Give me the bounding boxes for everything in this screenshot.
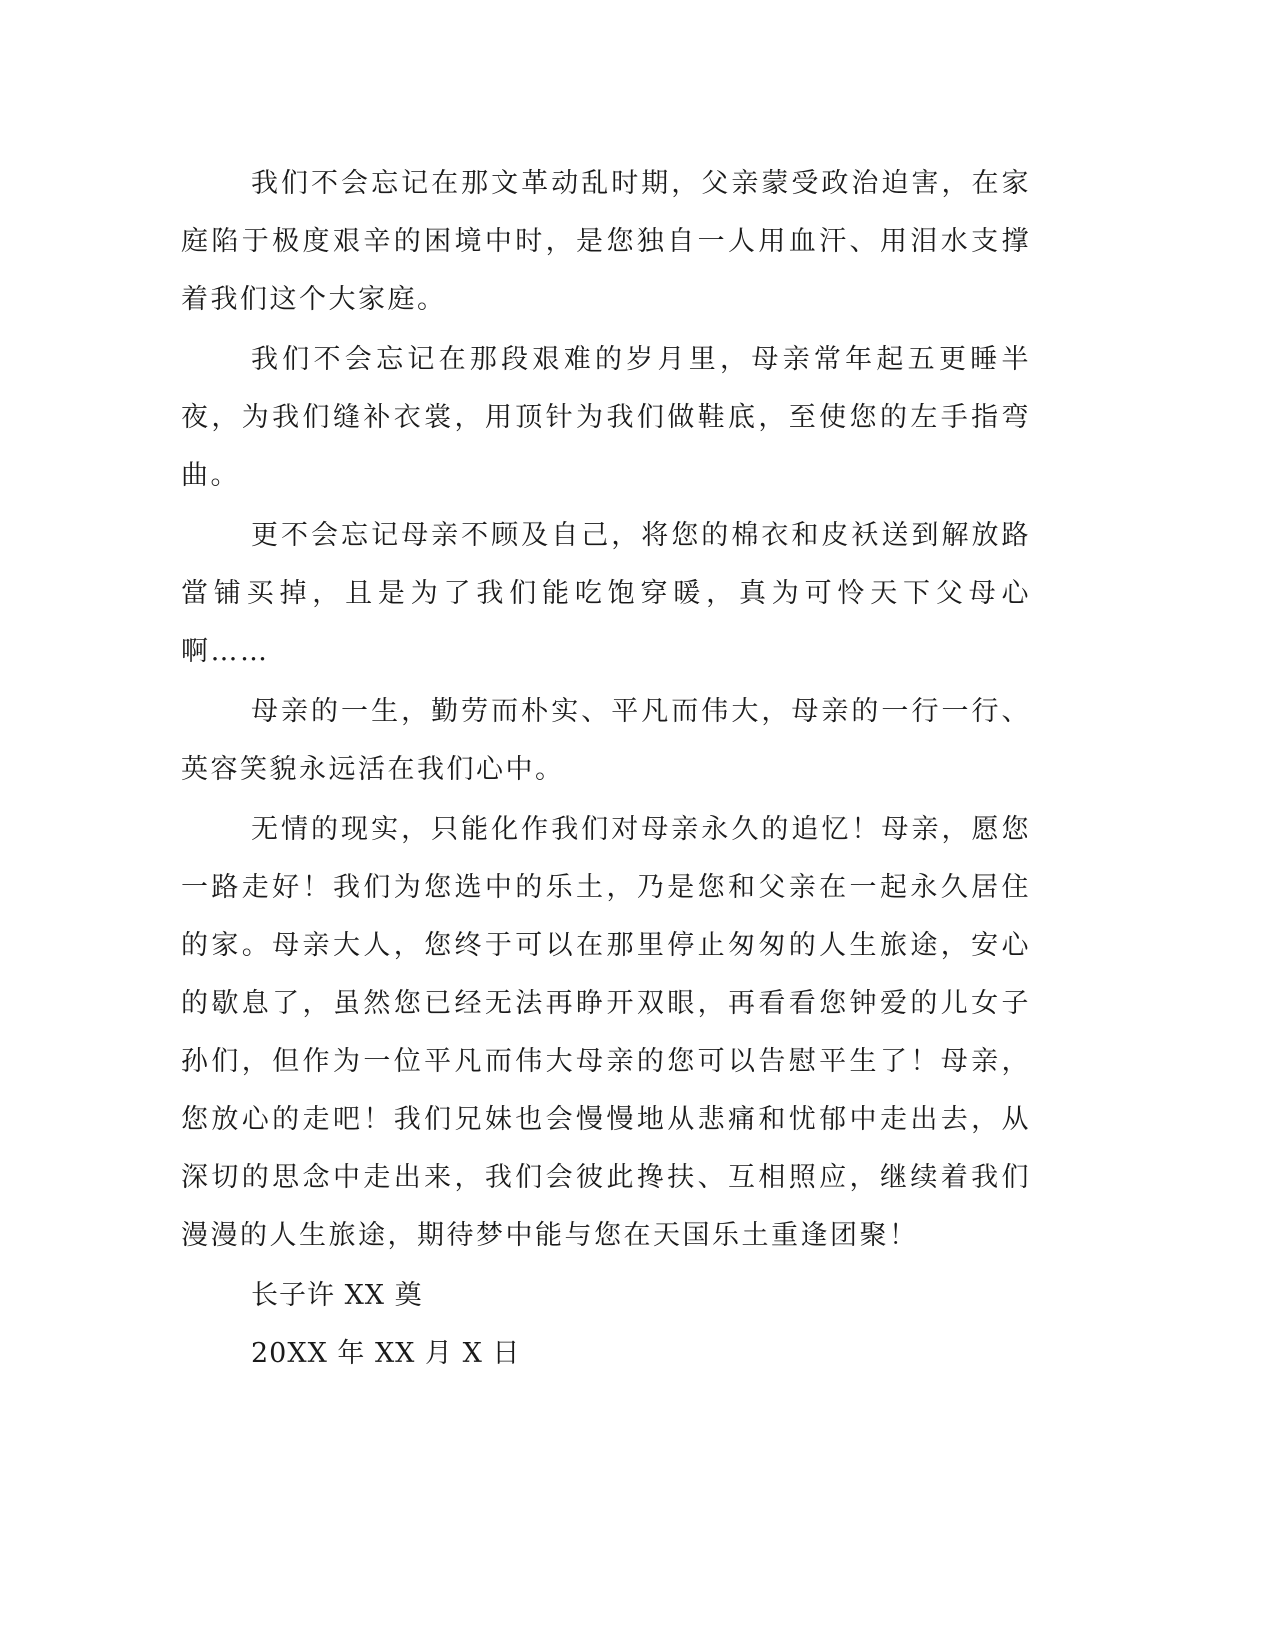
paragraph-5: 无情的现实，只能化作我们对母亲永久的追忆！母亲，愿您一路走好！我们为您选中的乐土，乃是您和父亲在一起永久居住的家。母亲大人，您终于可以在那里停止匆匆的人生旅途，安心的歇息了，虽然您已经无法再睁开双眼，再看看您钟爱的儿女子孙们，但作为一位平凡而伟大母亲的您可以告慰平生了！母亲，您放心的走吧！我们兄妹也会慢慢地从悲痛和忧郁中走出去，从深切的思念中走出来，我们会彼此搀扶、互相照应，继续着我们漫漫的人生旅途，期待梦中能与您在天国乐土重逢团聚！ — [181, 814, 1031, 1251]
paragraph-3: 更不会忘记母亲不顾及自己，将您的棉衣和皮袄送到解放路當铺买掉，且是为了我们能吃饱穿暖，真为可怜天下父母心啊…… — [181, 520, 1031, 667]
paragraph-4: 母亲的一生，勤劳而朴实、平凡而伟大，母亲的一行一行、英容笑貌永远活在我们心中。 — [181, 696, 1031, 785]
document-body — [181, 155, 1031, 1383]
paragraph-2: 我们不会忘记在那段艰难的岁月里，母亲常年起五更睡半夜，为我们缝补衣裳，用顶针为我们做鞋底，至使您的左手指弯曲。 — [181, 344, 1031, 491]
signature: 长子许 XX 奠 — [251, 1280, 423, 1311]
date-line: 20XX 年 XX 月 X 日 — [251, 1338, 521, 1369]
paragraph-1: 我们不会忘记在那文革动乱时期，父亲蒙受政治迫害，在家庭陷于极度艰辛的困境中时，是您独自一人用血汗、用泪水支撑着我们这个大家庭。 — [181, 168, 1031, 315]
